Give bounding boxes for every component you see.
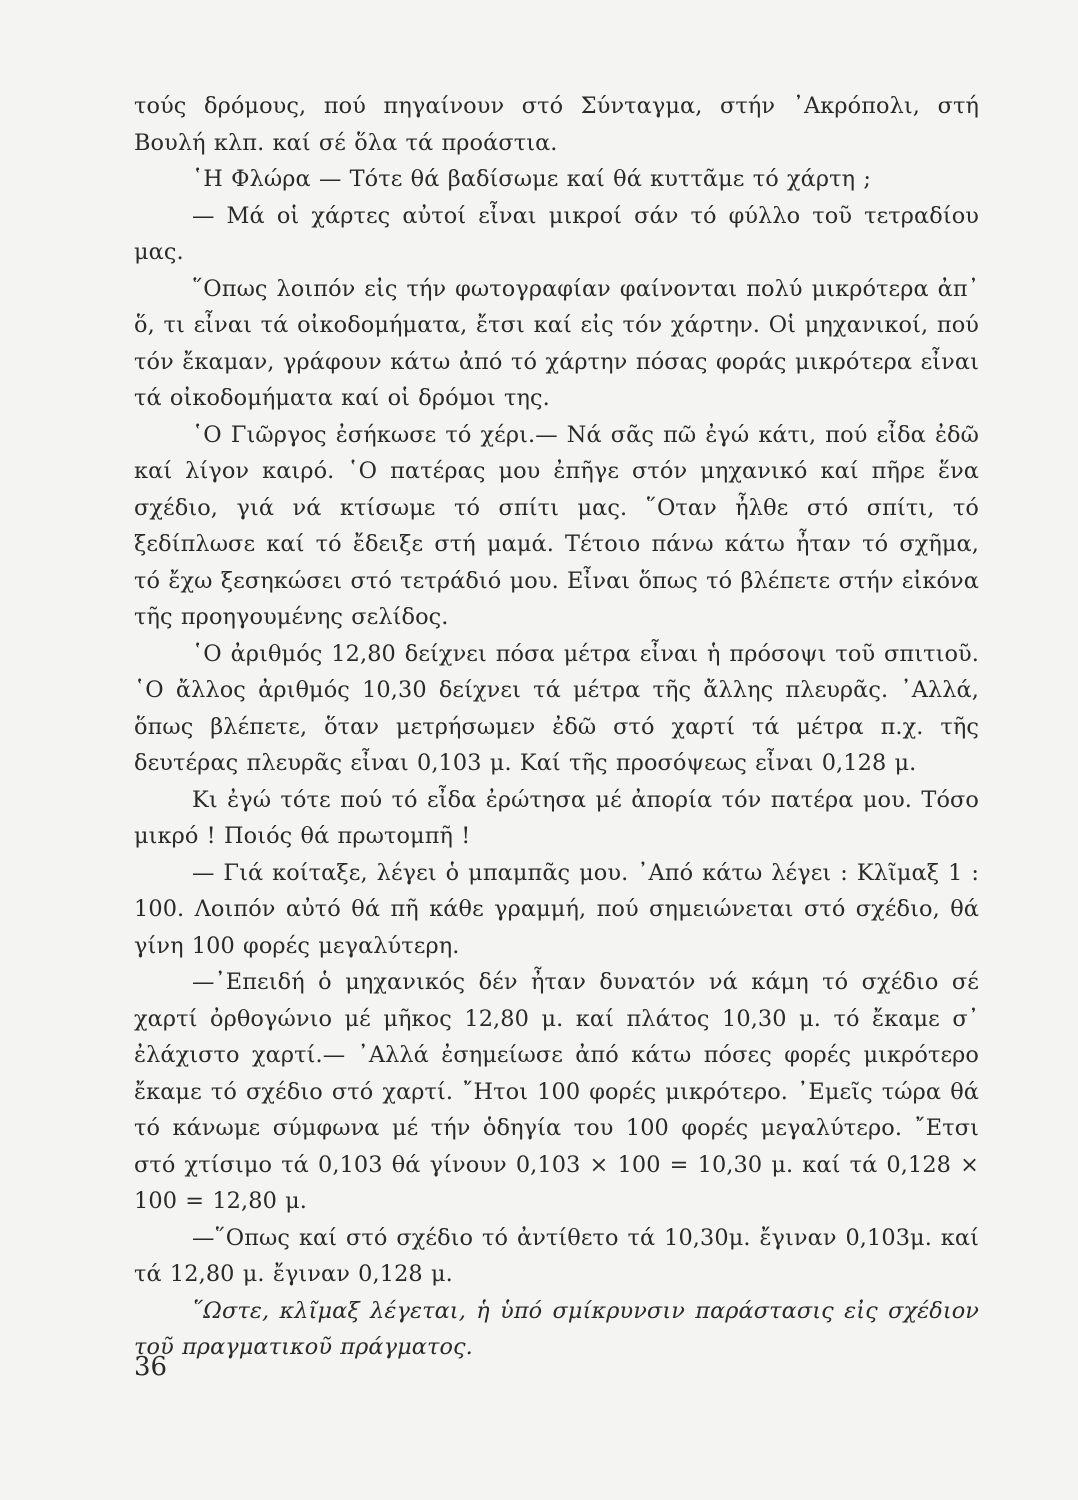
paragraph: ῞Οπως λοιπόν εἰς τήν φωτογραφίαν φαίνονται πολύ μικρότερα ἀπ᾿ ὅ, τι εἶναι τά οἰκοδομήματα, ἔτσι καί εἰς τόν χάρτην. Οἱ μηχανικοί, πού τόν ἔκαμαν, γράφουν κάτω ἀπό τό χάρτην πόσας φοράς μικρότερα εἶναι τά οἰκοδομήματα καί οἱ δρόμοι της. [134, 275, 979, 411]
paragraph: —῞Οπως καί στό σχέδιο τό ἀντίθετο τά 10,30μ. ἔγιναν 0,103μ. καί τά 12,80 μ. ἔγιναν 0,128 μ. [134, 1224, 979, 1287]
paragraph: ῾Ο Γιῶργος ἐσήκωσε τό χέρι.— Νά σᾶς πῶ ἐγώ κάτι, πού εἶδα ἐδῶ καί λίγον καιρό. ῾Ο πατέρας μου ἐπῆγε στόν μηχανικό καί πῆρε ἕνα σχέδιο, γιά νά κτίσωμε τό σπίτι μας. ῞Οταν ἦλθε στό σπίτι, τό ξεδίπλωσε καί τό ἔδειξε στή μαμά. Τέτοιο πάνω κάτω ἦταν τό σχῆμα, τό ἔχω ξεσηκώσει στό τετράδιό μου. Εἶναι ὅπως τό βλέπετε στήν εἰκόνα τῆς προηγουμένης σελίδος. [134, 421, 979, 630]
paragraph: ῾Η Φλώρα — Τότε θά βαδίσωμε καί θά κυττᾶμε τό χάρτη ; [192, 166, 872, 192]
body-text [134, 88, 979, 1366]
paragraph: — Γιά κοίταξε, λέγει ὁ μπαμπᾶς μου. ᾿Από κάτω λέγει : Κλῖμαξ 1 : 100. Λοιπόν αὐτό θά πῆ κάθε γραμμή, πού σημειώνεται στό σχέδιο, θά γίνη 100 φορές μεγαλύτερη. [134, 859, 979, 959]
paragraph: — Μά οἱ χάρτες αὐτοί εἶναι μικροί σάν τό φύλλο τοῦ τετραδίου μας. [134, 202, 979, 265]
paragraph: ῾Ο ἀριθμός 12,80 δείχνει πόσα μέτρα εἶναι ἡ πρόσοψι τοῦ σπιτιοῦ. ῾Ο ἄλλος ἀριθμός 10,30 δείχνει τά μέτρα τῆς ἄλλης πλευρᾶς. ᾿Αλλά, ὅπως βλέπετε, ὅταν μετρήσωμεν ἐδῶ στό χαρτί τά μέτρα π.χ. τῆς δευτέρας πλευρᾶς εἶναι 0,103 μ. Καί τῆς προσόψεως εἶναι 0,128 μ. [134, 640, 979, 776]
paragraph: Κι ἐγώ τότε πού τό εἶδα ἐρώτησα μέ ἀπορία τόν πατέρα μου. Τόσο μικρό ! Ποιός θά πρωτομπῆ ! [134, 786, 979, 849]
paragraph: τούς δρόμους, πού πηγαίνουν στό Σύνταγμα, στήν ᾿Ακρόπολι, στή Βουλή κλπ. καί σέ ὅλα τά προάστια. [134, 93, 979, 156]
definition-paragraph: ῞Ωστε, κλῖμαξ λέγεται, ἡ ὑπό σμίκρυνσιν παράστασις εἰς σχέδιον τοῦ πραγματικοῦ πράγματος. [134, 1297, 979, 1360]
page-number: 36 [134, 1352, 168, 1382]
paragraph: —᾿Επειδή ὁ μηχανικός δέν ἦταν δυνατόν νά κάμη τό σχέδιο σέ χαρτί ὀρθογώνιο μέ μῆκος 12,80 μ. καί πλάτος 10,30 μ. τό ἔκαμε σ᾿ ἐλάχιστο χαρτί.— ᾿Αλλά ἐσημείωσε ἀπό κάτω πόσες φορές μικρότερο ἔκαμε τό σχέδιο στό χαρτί. ῎Ητοι 100 φορές μικρότερο. ᾿Εμεῖς τώρα θά τό κάνωμε σύμφωνα μέ τήν ὁδηγία του 100 φορές μεγαλύτερο. ῎Ετσι στό χτίσιμο τά 0,103 θά γίνουν 0,103 × 100 = 10,30 μ. καί τά 0,128 × 100 = 12,80 μ. [134, 969, 979, 1214]
